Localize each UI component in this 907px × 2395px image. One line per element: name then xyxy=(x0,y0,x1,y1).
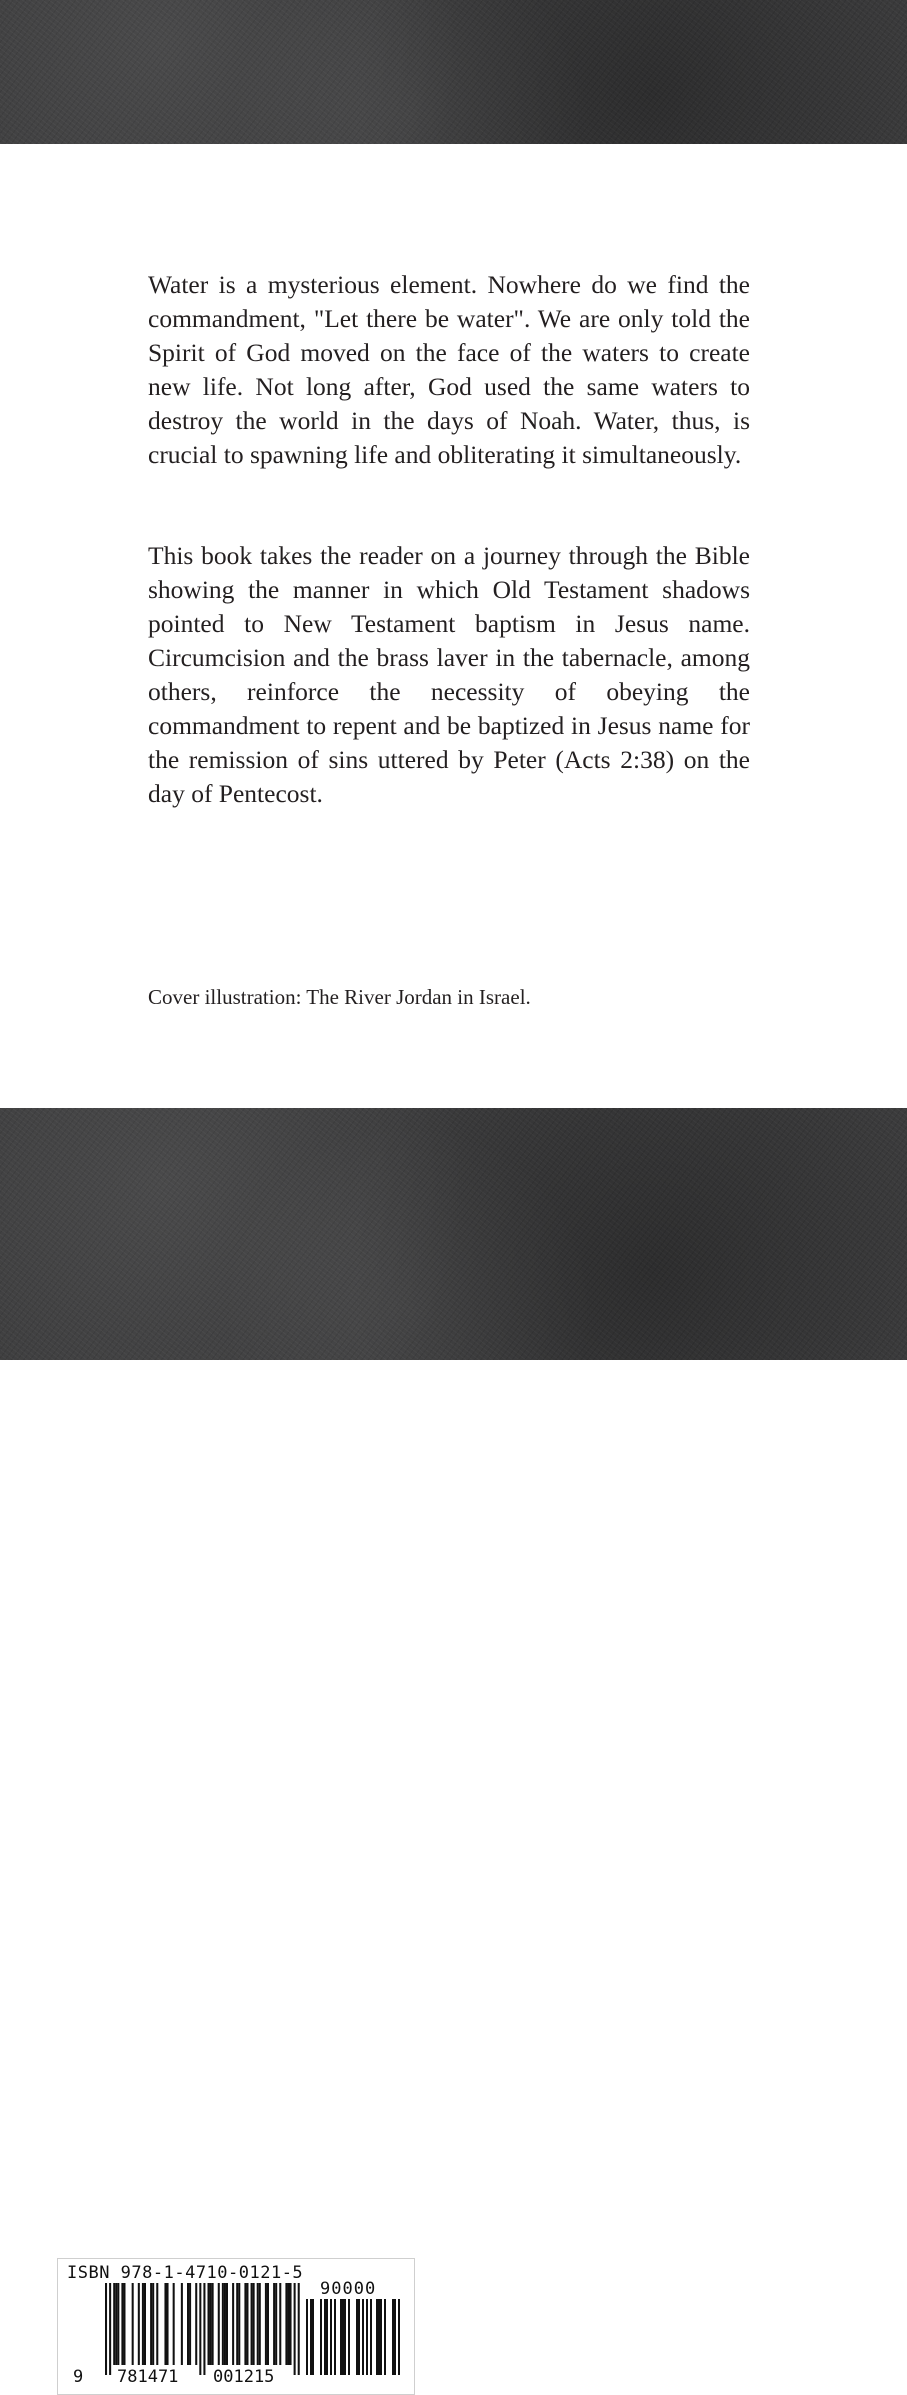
barcode-bar xyxy=(378,2299,380,2375)
barcode-bar xyxy=(275,2283,277,2365)
barcode-bar xyxy=(398,2299,400,2375)
barcode-bar xyxy=(287,2283,289,2365)
barcode-bar xyxy=(376,2299,378,2375)
barcode-bar xyxy=(238,2283,240,2365)
barcode-bar xyxy=(257,2283,259,2365)
barcode-bar xyxy=(358,2299,360,2375)
barcode-bar xyxy=(132,2283,134,2365)
addon-barcode-bars xyxy=(304,2299,404,2375)
barcode-bar xyxy=(144,2283,146,2365)
barcode-bar xyxy=(362,2299,364,2375)
barcode-bar xyxy=(344,2299,346,2375)
barcode-bar xyxy=(150,2283,152,2365)
barcode-bar xyxy=(394,2299,396,2375)
barcode-bar xyxy=(195,2283,197,2365)
barcode-bar xyxy=(167,2283,169,2365)
barcode-bar xyxy=(236,2283,238,2365)
barcode-bar xyxy=(244,2283,246,2365)
barcode-bar xyxy=(232,2283,234,2365)
barcode-bar xyxy=(253,2283,255,2365)
barcode-bar xyxy=(267,2283,269,2365)
barcode-bar xyxy=(212,2283,214,2365)
barcode-bar xyxy=(356,2299,358,2375)
ean-first-digit: 9 xyxy=(73,2367,84,2387)
barcode-bar xyxy=(298,2283,300,2375)
barcode-bar xyxy=(265,2283,267,2365)
barcode-bar xyxy=(117,2283,119,2365)
barcode-bar xyxy=(173,2283,175,2365)
barcode-bar xyxy=(294,2283,296,2375)
barcode-bar xyxy=(285,2283,287,2365)
barcode-bar xyxy=(152,2283,154,2365)
barcode-bar xyxy=(320,2299,322,2375)
barcode-bar xyxy=(203,2283,205,2375)
barcode-bar xyxy=(181,2283,183,2365)
barcode-bar xyxy=(380,2299,382,2375)
barcode-bar xyxy=(279,2283,281,2365)
barcode-bar xyxy=(164,2283,166,2365)
barcode-bar xyxy=(348,2299,350,2375)
barcode-bar xyxy=(224,2283,226,2365)
barcode-bar xyxy=(384,2299,386,2375)
ean-right-group: 001215 xyxy=(213,2367,275,2387)
barcode-bar xyxy=(366,2299,368,2375)
barcode-bar xyxy=(340,2299,342,2375)
barcode-bar xyxy=(342,2299,344,2375)
barcode-bar xyxy=(208,2283,210,2365)
barcode-bar xyxy=(199,2283,201,2375)
isbn-barcode xyxy=(57,2258,415,2395)
barcode-bar xyxy=(324,2299,326,2375)
barcode-bar xyxy=(121,2283,123,2365)
barcode-bar xyxy=(210,2283,212,2365)
barcode-bar xyxy=(218,2283,220,2365)
bottom-texture-band xyxy=(0,1108,907,2387)
barcode-bar xyxy=(109,2283,111,2375)
barcode-bar xyxy=(189,2283,191,2365)
barcode-bar xyxy=(142,2283,144,2365)
barcode-bar xyxy=(156,2283,158,2365)
barcode-bar xyxy=(226,2283,228,2365)
barcode-bar xyxy=(392,2299,394,2375)
description-paragraph-2: This book takes the reader on a journey through the Bible showing the manner in which Old Testament shadows pointed to New Testament baptism in Jesus name. Circumcision and the brass laver in the tabernacle, among others, reinforce the necessity of obeying the commandment to repent and be baptized in Jesus name for the remission of sins uttered by Peter (Acts 2:38) on the day of Pentecost. xyxy=(148,541,750,808)
barcode-addon-digits: 90000 xyxy=(320,2279,377,2299)
isbn-label: ISBN 978-1-4710-0121-5 xyxy=(67,2263,304,2283)
barcode-bar xyxy=(334,2299,336,2375)
barcode-bar xyxy=(115,2283,117,2365)
barcode-bar xyxy=(310,2299,312,2375)
barcode-bar xyxy=(187,2283,189,2365)
barcode-bar xyxy=(251,2283,253,2365)
barcode-bar xyxy=(273,2283,275,2365)
barcode-bar xyxy=(138,2283,140,2365)
barcode-bar xyxy=(123,2283,125,2365)
barcode-bar xyxy=(105,2283,107,2375)
cover-illustration-credit: Cover illustration: The River Jordan in Israel. xyxy=(148,985,531,1009)
barcode-bar xyxy=(290,2283,292,2365)
description-paragraph-1: Water is a mysterious element. Nowhere do we find the commandment, "Let there be water". We are only told the Spirit of God moved on the face of the waters to create new life. Not long after, God used the same waters to destroy the world in the days of Noah. Water, thus, is crucial to spawning life and obliterating it simultaneously. xyxy=(148,270,750,469)
barcode-bar xyxy=(246,2283,248,2365)
barcode-bar xyxy=(113,2283,115,2365)
barcode-bar xyxy=(306,2299,308,2375)
barcode-bar xyxy=(259,2283,261,2365)
ean13-barcode-bars xyxy=(102,2283,298,2375)
barcode-bar xyxy=(370,2299,372,2375)
barcode-bar xyxy=(330,2299,332,2375)
top-texture-band xyxy=(0,0,907,144)
barcode-bar xyxy=(312,2299,314,2375)
barcode-bar xyxy=(326,2299,328,2375)
barcode-bar xyxy=(222,2283,224,2365)
ean-left-group: 781471 xyxy=(117,2367,179,2387)
